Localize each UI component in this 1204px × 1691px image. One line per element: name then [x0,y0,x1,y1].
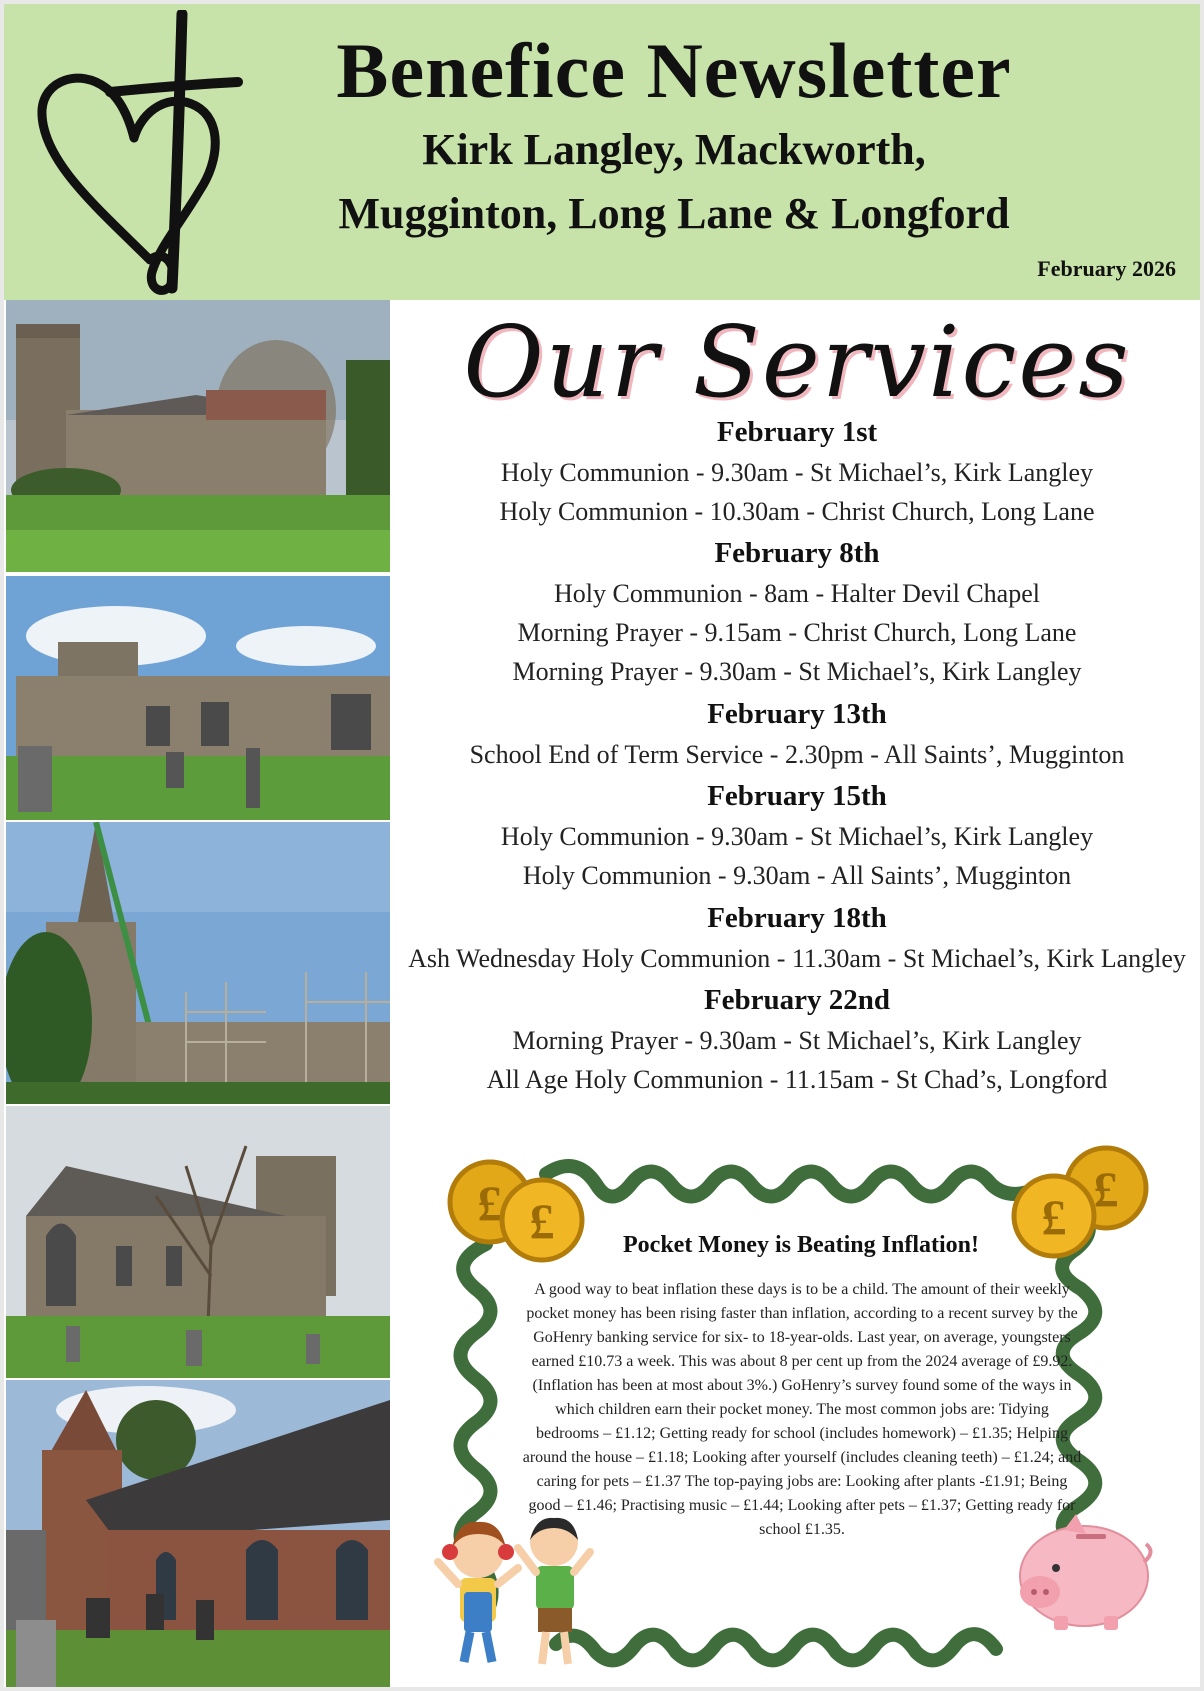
service-entry: Morning Prayer - 9.30am - St Michael’s, Kirk Langley [512,1026,1082,1055]
parishes-line-2: Mugginton, Long Lane & Longford [338,189,1010,238]
newsletter-title: Benefice Newsletter [336,27,1012,114]
church-photo-kirk-langley [6,300,390,572]
service-entry: Holy Communion - 9.30am - St Michael’s, Kirk Langley [500,822,1094,851]
pocket-money-title: Pocket Money is Beating Inflation! [623,1232,979,1258]
service-entry: Holy Communion - 9.30am - St Michael’s, Kirk Langley [500,458,1094,487]
service-entry: Ash Wednesday Holy Communion - 11.30am - St Michael’s, Kirk Langley [408,944,1186,973]
church-photo-long-lane [6,1106,390,1378]
service-day-heading: February 22nd [703,984,891,1016]
service-day-heading: February 1st [716,416,878,448]
newsletter-page [4,4,1200,1687]
service-day-heading: February 18th [707,902,887,934]
service-entry: Morning Prayer - 9.30am - St Michael’s, Kirk Langley [512,657,1082,686]
service-entry: Holy Communion - 10.30am - Christ Church, Long Lane [499,497,1095,526]
header-banner [4,4,1200,300]
service-entry: All Age Holy Communion - 11.15am - St Chad’s, Longford [486,1065,1108,1094]
parishes-line-1: Kirk Langley, Mackworth, [422,125,926,174]
pocket-money-article: A good way to beat inflation these days is to be a child. The amount of their weekly pocket money has been rising faster than inflation, according to a recent survey by the GoHenry banking service for six- to 18-year-olds. Last year, on average, youngsters earned £10.73 a week. This was about 8 per cent up from the 2024 average of £9.92. (Inflation has been at most about 3%.) GoHenry’s survey found some of the ways in which children earn their pocket money. The most common jobs are: Tidying bedrooms – £1.12; Getting ready for school (includes homework) – £1.35; Helping around the house – £1.18; Looking after yourself (includes cleaning teeth) – £1.24; and caring for pets – £1.37 The top-paying jobs are: Looking after plants -£1.91; Being good – £1.46; Practising music – £1.44; Looking after pets – £1.37; Getting ready for school £1.35. [522,1281,1082,1538]
service-entry: Holy Communion - 9.30am - All Saints’, Mugginton [522,861,1072,890]
church-photo-mackworth [6,576,390,820]
service-entry: School End of Term Service - 2.30pm - All Saints’, Mugginton [469,740,1125,769]
service-day-heading: February 15th [707,780,887,812]
service-entry: Holy Communion - 8am - Halter Devil Chapel [554,579,1040,608]
piggy-bank-icon [1004,1512,1154,1632]
church-photo-mugginton [6,822,390,1104]
coin-symbol: £ [477,1175,503,1231]
children-cheering-icon [428,1512,608,1672]
service-day-heading: February 13th [707,698,887,730]
church-photo-column [6,300,390,1687]
issue-date: February 2026 [1037,256,1176,281]
service-day-heading: February 8th [714,537,880,569]
service-entry: Morning Prayer - 9.15am - Christ Church, Long Lane [517,618,1077,647]
coin-symbol: £ [1041,1189,1067,1245]
coin-symbol: £ [529,1193,555,1249]
church-photo-longford [6,1380,390,1687]
coin-symbol: £ [1093,1161,1119,1217]
services-heading: Our Services [463,306,1131,420]
